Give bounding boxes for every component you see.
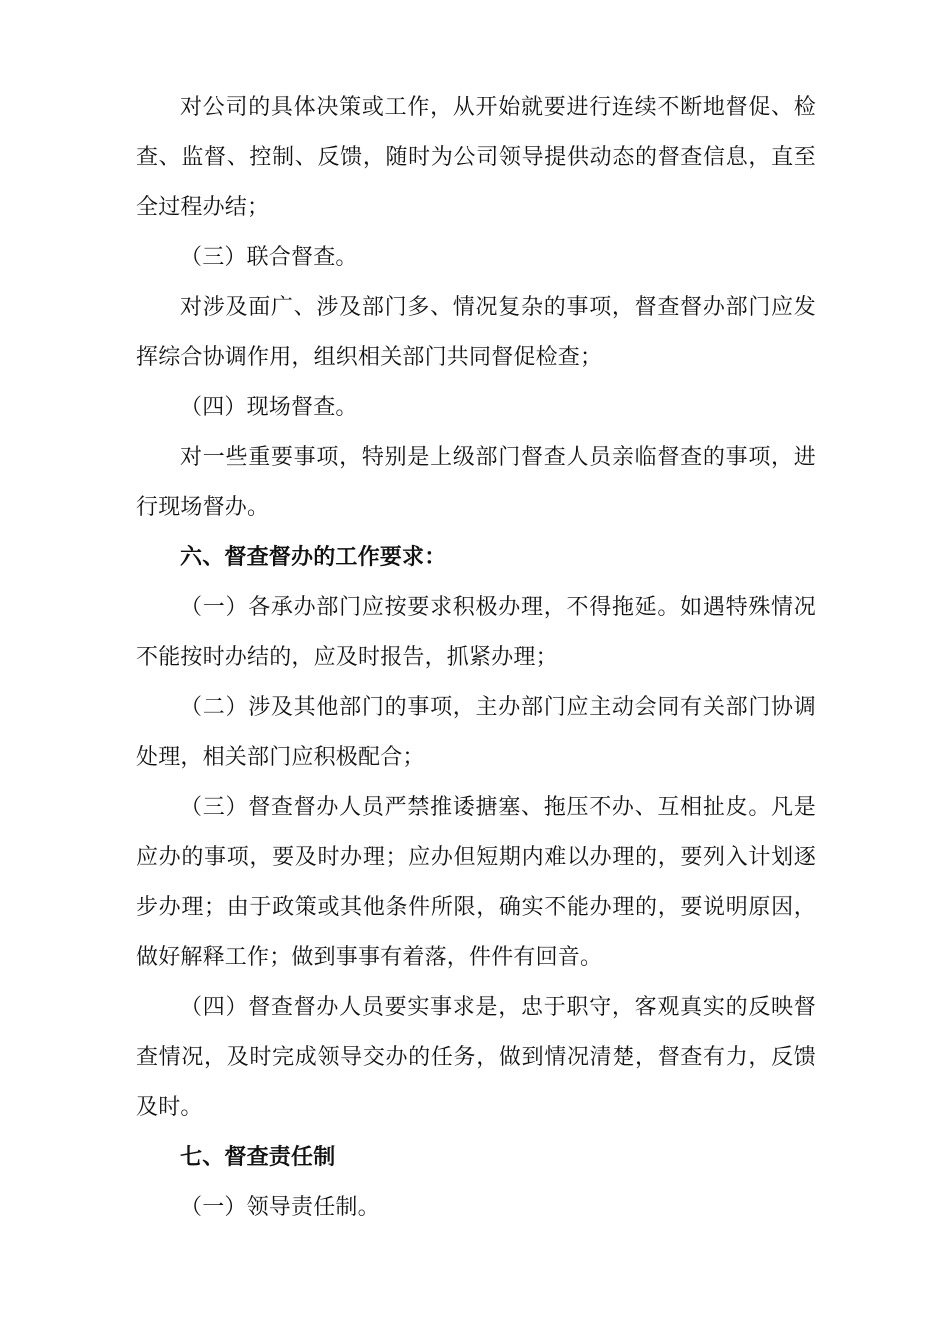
requirement-item-4: （四）督查督办人员要实事求是，忠于职守，客观真实的反映督查情况，及时完成领导交办的任务，做到情况清楚，督查有力，反馈及时。 (136, 995, 816, 1120)
section-heading-work-requirements: 六、督查督办的工作要求： (180, 545, 447, 570)
section-heading-responsibility-system: 七、督查责任制 (180, 1145, 336, 1170)
paragraph-onsite-inspection: 对一些重要事项，特别是上级部门督查人员亲临督查的事项，进行现场督办。 (136, 445, 816, 520)
item-joint-inspection: （三）联合督查。 (180, 245, 358, 270)
responsibility-item-1: （一）领导责任制。 (180, 1195, 380, 1220)
paragraph-continuous-supervision: 对公司的具体决策或工作，从开始就要进行连续不断地督促、检查、监督、控制、反馈，随时为公司领导提供动态的督查信息，直至全过程办结； (136, 95, 816, 220)
item-onsite-inspection: （四）现场督查。 (180, 395, 358, 420)
paragraph-joint-inspection: 对涉及面广、涉及部门多、情况复杂的事项，督查督办部门应发挥综合协调作用，组织相关部门共同督促检查； (136, 295, 816, 370)
requirement-item-3: （三）督查督办人员严禁推诿搪塞、拖压不办、互相扯皮。凡是应办的事项，要及时办理；应办但短期内难以办理的，要列入计划逐步办理；由于政策或其他条件所限，确实不能办理的，要说明原因，做好解释工作；做到事事有着落，件件有回音。 (136, 795, 816, 970)
requirement-item-2: （二）涉及其他部门的事项，主办部门应主动会同有关部门协调处理，相关部门应积极配合； (136, 695, 816, 770)
requirement-item-1: （一）各承办部门应按要求积极办理，不得拖延。如遇特殊情况不能按时办结的，应及时报告，抓紧办理； (136, 595, 816, 670)
document-body (136, 83, 816, 1233)
